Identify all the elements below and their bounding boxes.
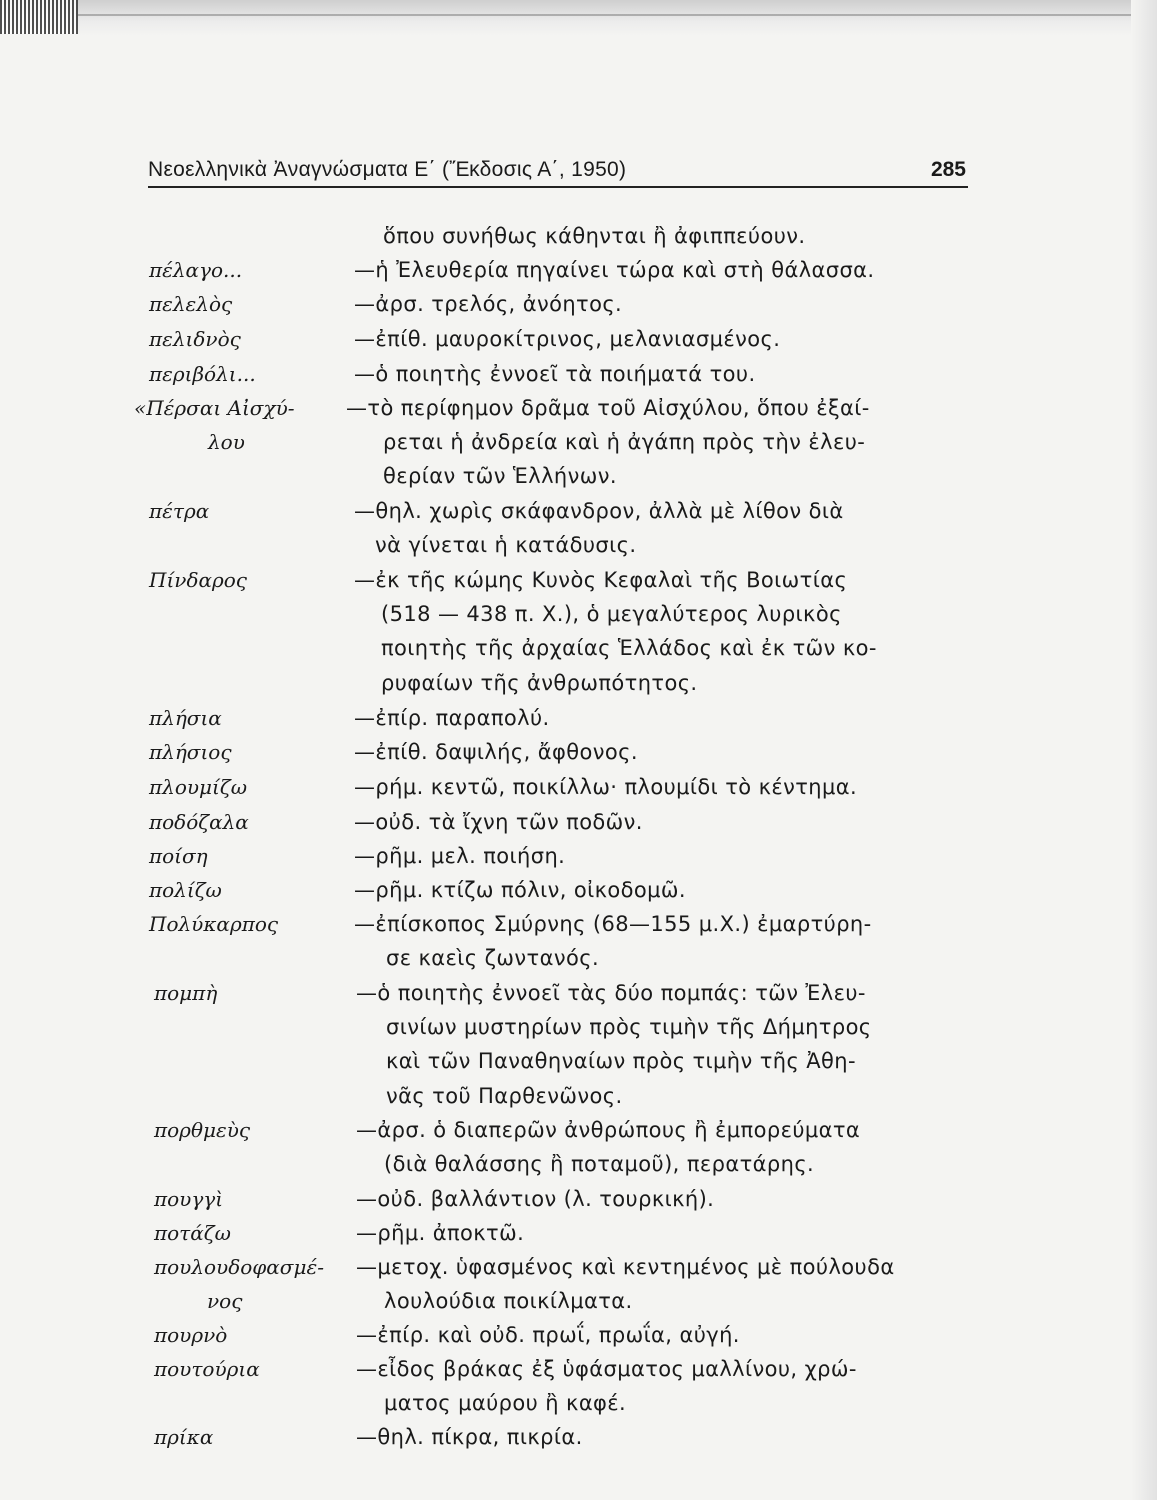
- term: Πολύκαρπος: [149, 912, 279, 936]
- definition-line: —ἐπίρ. παραπολύ.: [354, 706, 550, 730]
- term: περιβόλι...: [149, 362, 256, 386]
- definition: [383, 219, 973, 253]
- definition-line: θερίαν τῶν Ἑλλήνων.: [383, 464, 617, 489]
- definition: [354, 907, 944, 975]
- definition-line: (518 — 438 π. Χ.), ὁ μεγαλύτερος λυρικὸς: [381, 602, 842, 627]
- term: ποτάζω: [154, 1221, 231, 1245]
- term: πουλουδοφασμέ-: [154, 1255, 324, 1279]
- definition: [356, 1352, 946, 1420]
- definition-line: ὅπου συνήθως κάθηνται ἢ ἀφιππεύουν.: [383, 224, 806, 248]
- definition: [354, 735, 944, 769]
- definition-line: —οὐδ. τὰ ἴχνη τῶν ποδῶν.: [354, 810, 643, 834]
- term: πλήσιος: [149, 740, 232, 764]
- definition-line: —ἡ Ἐλευθερία πηγαίνει τώρα καὶ στὴ θάλασσα.: [354, 258, 875, 282]
- definition-line: —μετοχ. ὑφασμένος καὶ κεντημένος μὲ πούλουδα: [356, 1255, 895, 1279]
- term: πορθμεὺς: [154, 1118, 251, 1142]
- definition-line: λουλούδια ποικίλματα.: [384, 1289, 633, 1314]
- definition-line: ποιητὴς τῆς ἀρχαίας Ἑλλάδος καὶ ἐκ τῶν κο-: [381, 636, 877, 661]
- definition-line: —ρῆμ. κτίζω πόλιν, οἰκοδομῶ.: [354, 878, 686, 902]
- definition: [354, 494, 944, 562]
- term-continuation: λου: [208, 430, 245, 454]
- term: ποίση: [149, 844, 208, 868]
- definition: [354, 770, 944, 804]
- definition-line: σε καεὶς ζωντανός.: [386, 946, 600, 971]
- definition: [354, 839, 944, 873]
- term: πομπὴ: [154, 981, 218, 1005]
- definition-line: —οὐδ. βαλλάντιον (λ. τουρκική).: [356, 1187, 715, 1211]
- definition-line: —ὁ ποιητὴς ἐννοεῖ τὰ ποιήματά του.: [354, 362, 756, 386]
- definition: [354, 701, 944, 735]
- term: Πίνδαρος: [149, 568, 247, 592]
- definition-line: —τὸ περίφημον δρᾶμα τοῦ Αἰσχύλου, ὅπου ἐξαί-: [346, 396, 870, 420]
- term: πέλαγο...: [149, 258, 243, 282]
- definition: [356, 1318, 946, 1352]
- term: ποδόζαλα: [149, 810, 249, 834]
- definition: [356, 976, 946, 1113]
- term: πελελὸς: [149, 292, 233, 316]
- definition-line: νὰ γίνεται ἡ κατάδυσις.: [375, 533, 637, 558]
- definition-line: —ρήμ. κεντῶ, ποικίλλω· πλουμίδι τὸ κέντημα.: [354, 775, 858, 799]
- definition-line: ματος μαύρου ἢ καφέ.: [384, 1391, 627, 1416]
- definition: [356, 1182, 946, 1216]
- term: «Πέρσαι Αἰσχύ-: [134, 396, 295, 420]
- definition-line: —θηλ. πίκρα, πικρία.: [356, 1425, 583, 1449]
- term: πλουμίζω: [149, 775, 248, 799]
- definition: [356, 1420, 946, 1454]
- definition-line: —ἐκ τῆς κώμης Κυνὸς Κεφαλαὶ τῆς Βοιωτίας: [354, 568, 848, 592]
- definition: [356, 1113, 946, 1181]
- definition-line: —ὁ ποιητὴς ἐννοεῖ τὰς δύο πομπάς: τῶν Ἐλευ-: [356, 981, 866, 1005]
- term: πέτρα: [149, 499, 210, 523]
- term: πολίζω: [149, 878, 222, 902]
- term: πουγγὶ: [154, 1187, 224, 1211]
- term: πουρνὸ: [154, 1323, 228, 1347]
- definition: [354, 805, 944, 839]
- running-title: Νεοελληνικὰ Ἀναγνώσματα Ε΄ (Ἔκδοσις Α΄, 1950): [148, 158, 627, 181]
- definition-line: —εἶδος βράκας ἐξ ὑφάσματος μαλλίνου, χρώ-: [356, 1357, 857, 1381]
- definition: [354, 563, 944, 700]
- definition-line: —ἀρσ. ὁ διαπερῶν ἀνθρώπους ἢ ἐμπορεύματα: [356, 1118, 861, 1142]
- page-number: 285: [930, 158, 966, 181]
- term: πρίκα: [154, 1425, 214, 1449]
- definition-line: —ἐπίσκοπος Σμύρνης (68—155 μ.Χ.) ἐμαρτύρη-: [354, 912, 872, 936]
- term-continuation: νος: [207, 1289, 243, 1313]
- term: πλήσια: [149, 706, 222, 730]
- definition: [354, 253, 944, 287]
- definition-line: καὶ τῶν Παναθηναίων πρὸς τιμὴν τῆς Ἀθη-: [386, 1049, 856, 1074]
- definition-line: —ἐπίρ. καὶ οὐδ. πρωΐ, πρωΐα, αὐγή.: [356, 1323, 740, 1347]
- definition-line: ρεται ἡ ἀνδρεία καὶ ἡ ἀγάπη πρὸς τὴν ἐλευ-: [383, 430, 866, 455]
- definition-line: —ρῆμ. ἀποκτῶ.: [356, 1221, 525, 1245]
- definition: [354, 357, 944, 391]
- definition: [354, 873, 944, 907]
- term: πελιδνὸς: [149, 327, 241, 351]
- definition-line: —ρῆμ. μελ. ποιήση.: [354, 844, 566, 868]
- definition-line: —θηλ. χωρὶς σκάφανδρον, ἀλλὰ μὲ λίθον διὰ: [354, 499, 844, 523]
- definition-line: (διὰ θαλάσσης ἢ ποταμοῦ), περατάρης.: [384, 1152, 815, 1177]
- definition-line: —ἐπίθ. δαψιλής, ἄφθονος.: [354, 740, 638, 764]
- definition: [356, 1216, 946, 1250]
- definition-line: —ἐπίθ. μαυροκίτρινος, μελανιασμένος.: [354, 327, 781, 351]
- term: πουτούρια: [154, 1357, 260, 1381]
- definition: [346, 391, 936, 494]
- definition-line: —ἀρσ. τρελός, ἀνόητος.: [354, 292, 623, 316]
- definition: [356, 1250, 946, 1318]
- definition: [354, 287, 944, 321]
- definition-line: ρυφαίων τῆς ἀνθρωπότητος.: [381, 670, 698, 695]
- definition: [354, 322, 944, 356]
- definition-line: σινίων μυστηρίων πρὸς τιμὴν τῆς Δήμητρος: [386, 1015, 872, 1040]
- definition-line: νᾶς τοῦ Παρθενῶνος.: [386, 1083, 623, 1108]
